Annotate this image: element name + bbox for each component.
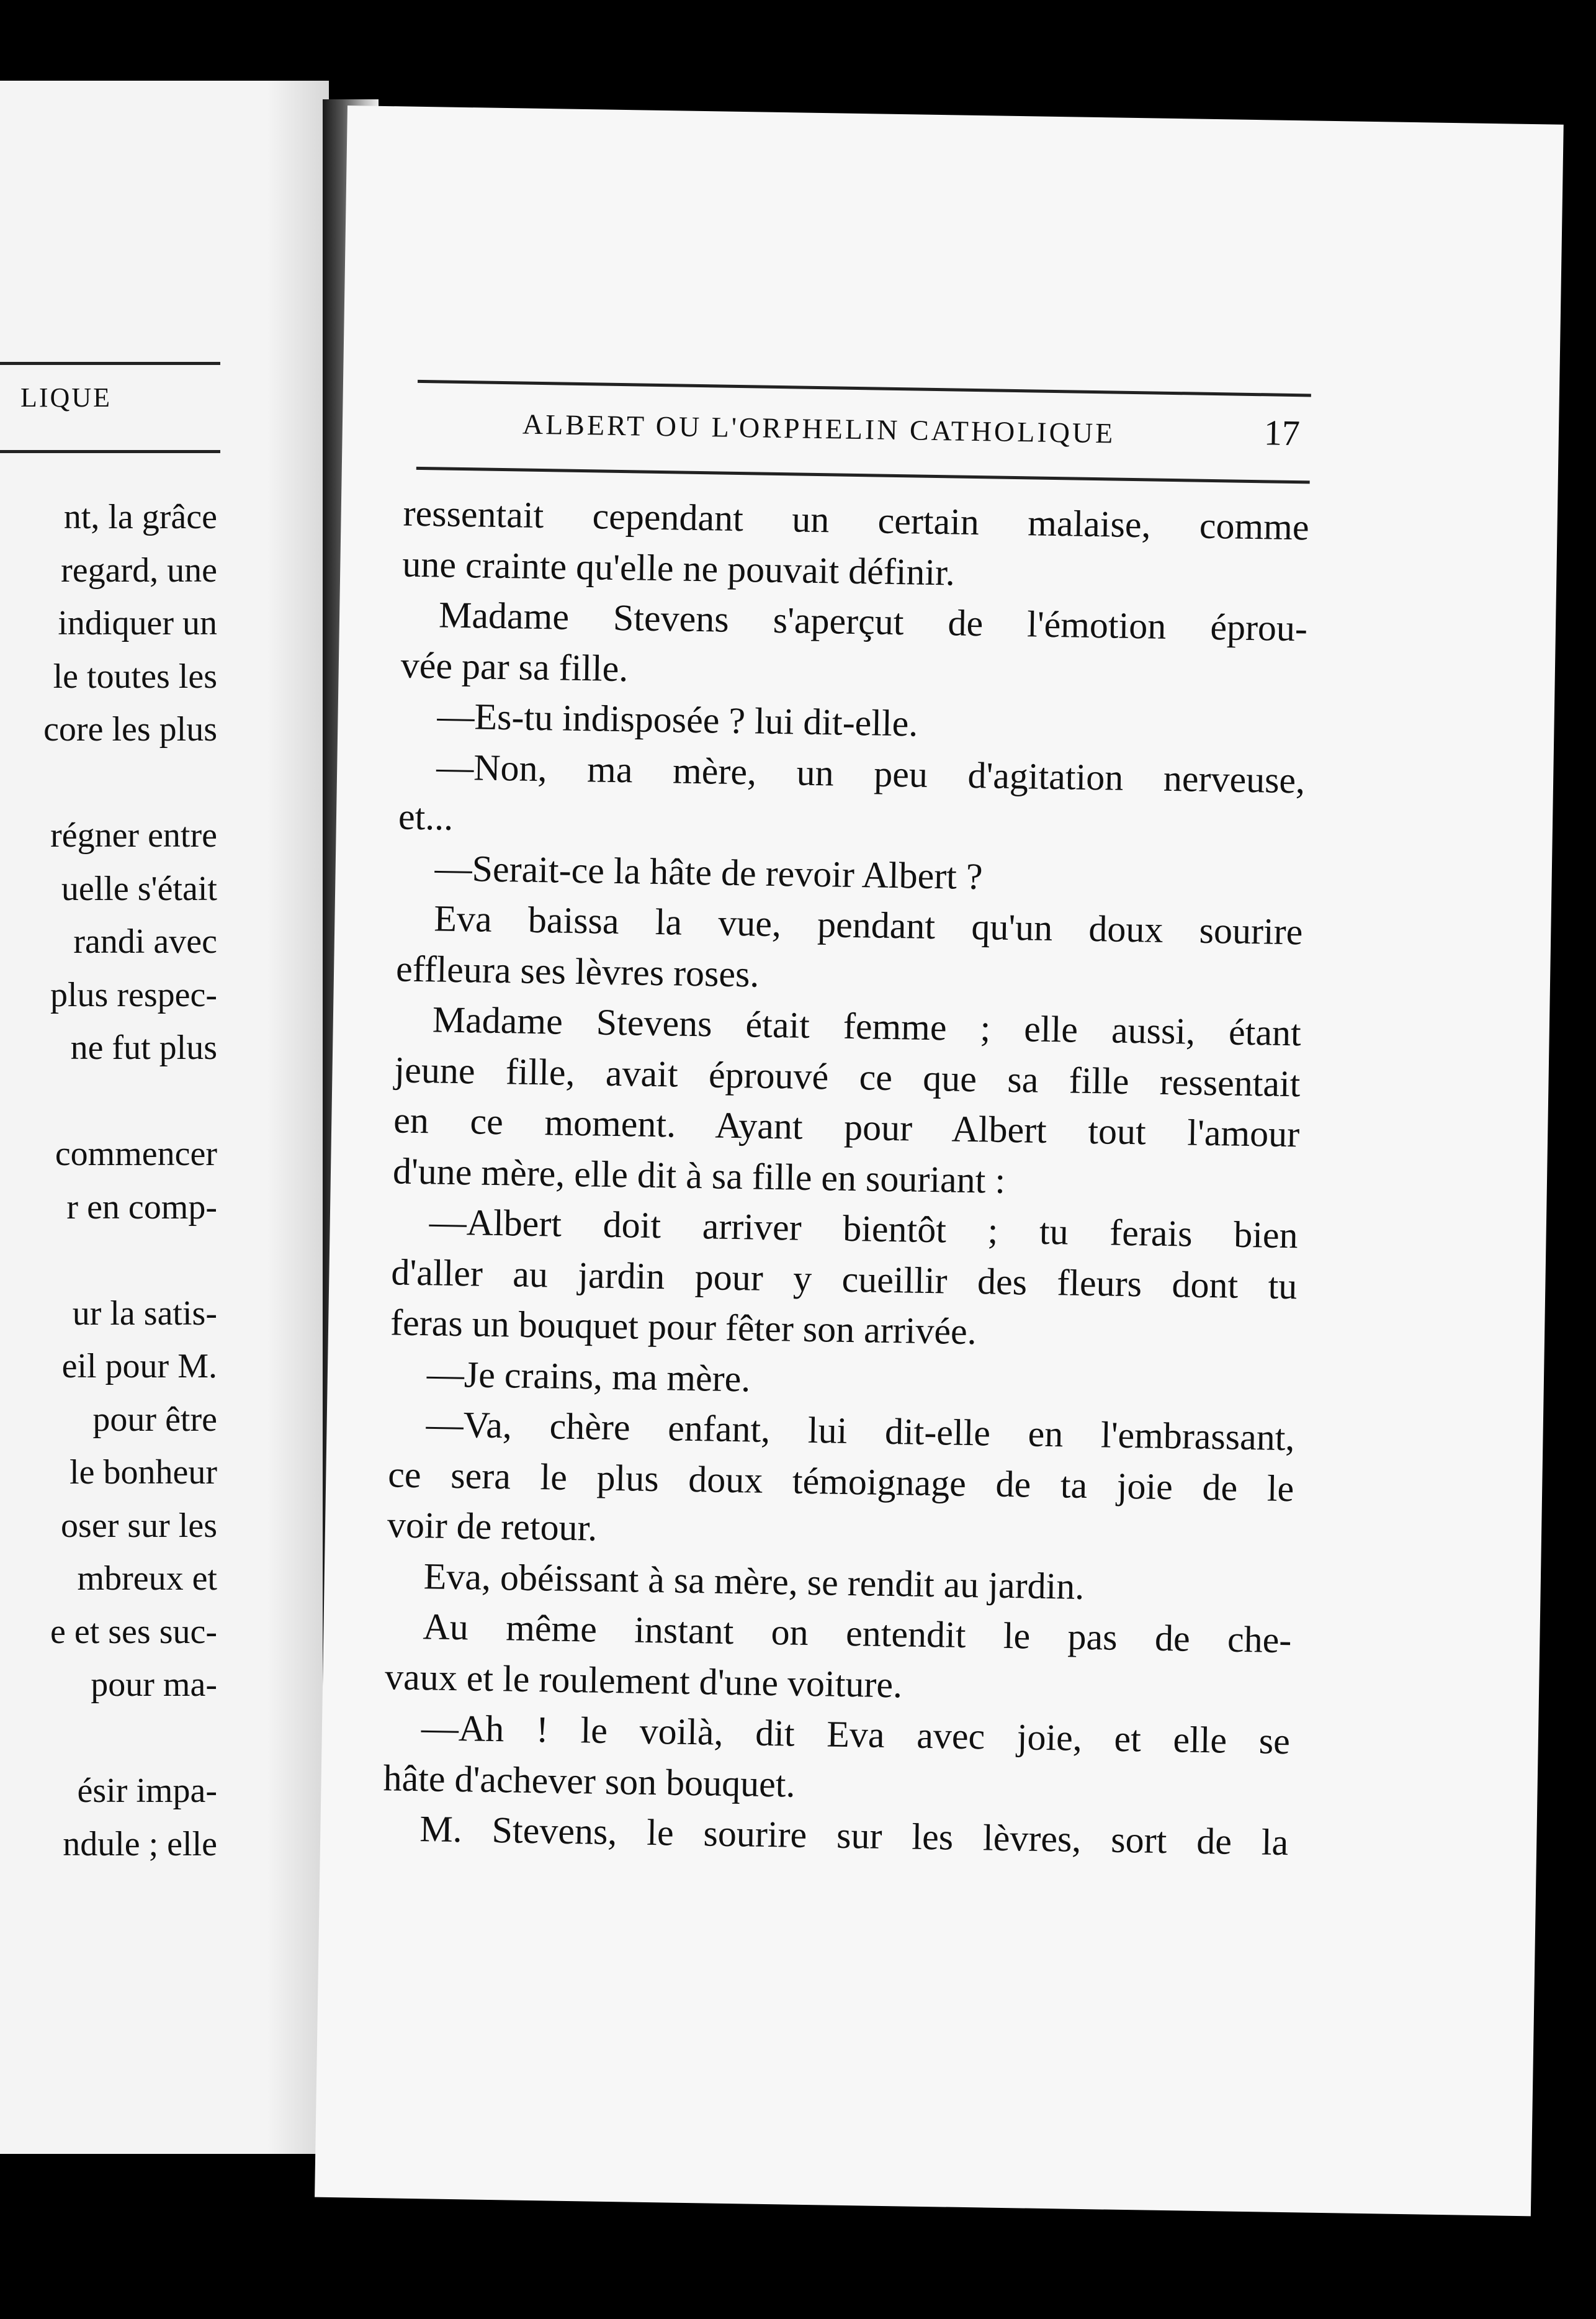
- current-page: [315, 106, 1564, 2216]
- previous-page-line: core les plus: [43, 710, 217, 749]
- previous-page-line: oser sur les: [61, 1506, 217, 1545]
- text-line: —Va, chère enfant, lui dit-elle en l'embrassant,: [426, 1403, 1295, 1459]
- previous-page-line: le bonheur: [69, 1453, 217, 1492]
- previous-page-line: ur la satis-: [72, 1294, 217, 1333]
- previous-page-line: uelle s'était: [61, 869, 217, 908]
- previous-page-line: régner entre: [50, 816, 217, 855]
- text-line: et...: [398, 796, 454, 838]
- text-line: d'une mère, elle dit à sa fille en souriant :: [392, 1150, 1006, 1201]
- text-line: —Non, ma mère, un peu d'agitation nerveuse,: [436, 745, 1306, 801]
- text-line: feras un bouquet pour fêter son arrivée.: [390, 1302, 977, 1353]
- previous-page-line: regard, une: [61, 551, 217, 590]
- text-line: Eva, obéissant à sa mère, se rendit au jardin.: [423, 1555, 1085, 1607]
- previous-page-line: plus respec-: [50, 975, 217, 1014]
- previous-page-header-rule-top: [0, 362, 220, 365]
- previous-page-line: mbreux et: [77, 1559, 217, 1598]
- text-line: M. Stevens, le sourire sur les lèvres, sort de la: [419, 1808, 1289, 1863]
- text-line: jeune fille, avait éprouvé ce que sa fille ressentait: [394, 1048, 1301, 1104]
- text-line: d'aller au jardin pour y cueillir des fleurs dont tu: [390, 1251, 1298, 1307]
- previous-page-running-head: LIQUE: [20, 382, 112, 413]
- text-line: —Es-tu indisposée ? lui dit-elle.: [437, 695, 918, 744]
- previous-page-line: indiquer un: [58, 604, 217, 642]
- text-line: voir de retour.: [387, 1504, 598, 1549]
- text-line: vée par sa fille.: [400, 644, 629, 689]
- previous-page-line: nt, la grâce: [63, 498, 217, 536]
- text-line: —Serait-ce la hâte de revoir Albert ?: [434, 847, 984, 897]
- header-rule-bottom: [416, 467, 1310, 484]
- previous-page-line: ndule ; elle: [63, 1824, 217, 1863]
- previous-page-line: r en comp-: [66, 1187, 217, 1227]
- previous-page-line: randi avec: [73, 922, 217, 961]
- previous-page-shadow: [267, 81, 329, 2154]
- previous-page-line: ne fut plus: [70, 1029, 217, 1067]
- previous-page-line: ésir impa-: [77, 1772, 217, 1810]
- previous-page-line: e et ses suc-: [50, 1612, 217, 1651]
- previous-page-line: commencer: [55, 1135, 217, 1173]
- page-body-text: [382, 488, 1309, 1868]
- text-line: ressentait cependant un certain malaise, comme: [403, 492, 1310, 548]
- text-line: Eva baissa la vue, pendant qu'un doux sourire: [433, 898, 1303, 953]
- text-line: Au même instant on entendit le pas de che-: [423, 1606, 1292, 1661]
- previous-page-line: pour ma-: [91, 1665, 217, 1704]
- text-line: —Je crains, ma mère.: [426, 1353, 751, 1399]
- text-line: vaux et le roulement d'une voiture.: [384, 1655, 903, 1705]
- text-line: hâte d'achever son bouquet.: [383, 1757, 796, 1805]
- text-line: —Ah ! le voilà, dit Eva avec joie, et elle se: [421, 1707, 1291, 1762]
- text-line: Madame Stevens était femme ; elle aussi, étant: [432, 999, 1302, 1054]
- previous-page-header-rule-bottom: [0, 450, 220, 453]
- text-line: ce sera le plus doux témoignage de ta joie de le: [387, 1453, 1294, 1509]
- page-number: 17: [1263, 412, 1301, 454]
- previous-page-line: eil pour M.: [61, 1347, 217, 1385]
- header-rule-top: [418, 380, 1311, 397]
- previous-page-line: le toutes les: [53, 657, 217, 696]
- text-line: —Albert doit arriver bientôt ; tu ferais bien: [429, 1201, 1299, 1256]
- text-line: en ce moment. Ayant pour Albert tout l'amour: [393, 1099, 1300, 1155]
- text-line: Madame Stevens s'aperçut de l'émotion éprou-: [438, 594, 1308, 649]
- text-line: effleura ses lèvres roses.: [395, 947, 760, 995]
- running-head: ALBERT OU L'ORPHELIN CATHOLIQUE: [522, 408, 1116, 449]
- previous-page-line: pour être: [92, 1400, 217, 1439]
- text-line: une crainte qu'elle ne pouvait définir.: [401, 543, 956, 593]
